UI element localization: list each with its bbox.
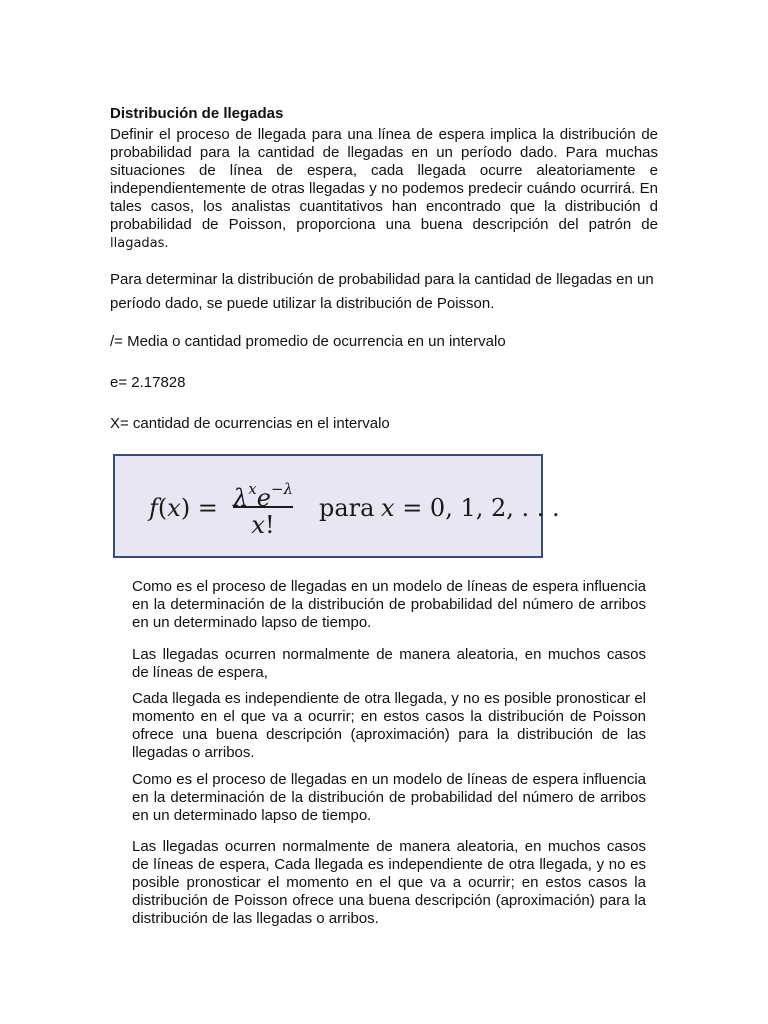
formula-numerator (231, 474, 295, 512)
intro-paragraph (110, 126, 658, 253)
definition-x: X= cantidad de ocurrencias en el intervalo (110, 415, 390, 432)
formula-f: f (149, 494, 158, 522)
formula-factorial: ! (264, 511, 275, 539)
formula-lambda: λ (233, 484, 249, 512)
formula-para: para (319, 494, 375, 522)
section-heading: Distribución de llegadas (110, 105, 284, 122)
formula-open-paren: ( (157, 494, 168, 522)
formula-fraction (231, 474, 295, 540)
intro-text: Definir el proceso de llegada para una línea de espera implica la distribución de probabilidad para la cantidad de llegadas en un período dado. Para muchas situaciones de línea de espera, cada llegada ocurre aleatoriamente e independientemente de otras llegadas y no podemos predecir cuándo ocurrirá. En tales casos, los analistas cuantitativos han encontrado que la distribución d probabilidad de Poisson, proporciona una buena descripción del patrón de (110, 126, 658, 233)
paragraph-block-5: Las llegadas ocurren normalmente de manera aleatoria, en muchos casos de líneas de espera, Cada llegada es independiente de otra llegada, y no es posible pronosticar el momento en el que va a ocurrir; en estos casos la distribución de Poisson ofrece una buena descripción (aproximación) para la distribución de las llegadas o arribos. (132, 838, 646, 927)
formula-exp-neg-lambda: −λ (270, 480, 293, 498)
determine-paragraph: Para determinar la distribución de probabilidad para la cantidad de llegadas en un período dado, se puede utilizar la distribución de Poisson. (110, 271, 654, 312)
formula-denominator (231, 510, 295, 540)
formula-rhs (381, 494, 560, 522)
paragraph-block-2: Las llegadas ocurren normalmente de manera aleatoria, en muchos casos de líneas de espera, (132, 646, 646, 681)
formula-lhs (149, 494, 218, 522)
paragraph-block-1: Como es el proceso de llegadas en un modelo de líneas de espera influencia en la determinación de la distribución de probabilidad del número de arribos en un determinado lapso de tiempo. (132, 578, 646, 631)
poisson-formula-image (113, 454, 560, 558)
definition-e: e= 2.17828 (110, 374, 186, 391)
poisson-formula (149, 474, 569, 544)
intro-tail: llagadas. (110, 236, 169, 251)
paragraph-block-3: Cada llegada es independiente de otra llegada, y no es posible pronosticar el momento en el que va a ocurrir; en estos casos la distribución de Poisson ofrece una buena descripción (aproximación) para la distribución de las llegadas o arribos. (132, 690, 646, 761)
formula-exp-x: x (248, 480, 257, 498)
formula-lhs-x: x (167, 494, 181, 522)
formula-rhs-x: x (381, 494, 395, 522)
formula-e: e (256, 484, 271, 512)
formula-rhs-values: = 0, 1, 2, . . . (402, 494, 560, 522)
formula-close-equals: ) = (180, 494, 218, 522)
paragraph-block-4: Como es el proceso de llegadas en un modelo de líneas de espera influencia en la determinación de la distribución de probabilidad del número de arribos en un determinado lapso de tiempo. (132, 771, 646, 824)
definition-lambda: /= Media o cantidad promedio de ocurrencia en un intervalo (110, 333, 506, 350)
formula-den-x: x (251, 511, 265, 539)
